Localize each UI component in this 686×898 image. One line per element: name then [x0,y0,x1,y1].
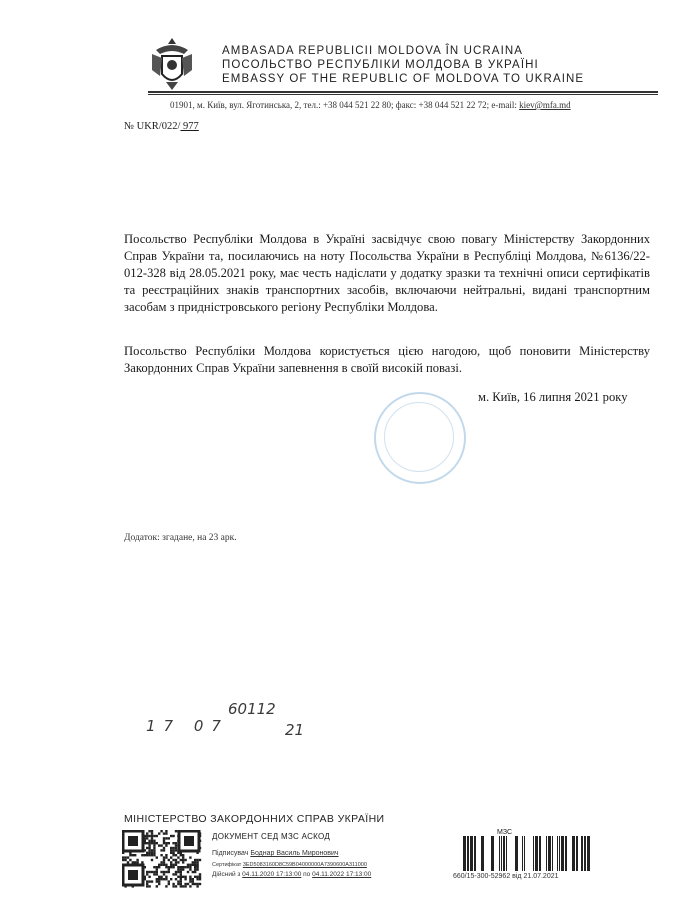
header-rule-thin [148,94,658,95]
barcode-icon [452,836,604,871]
signer-name: Боднар Василь Миронович [250,850,339,857]
cert-label: Сертифікат [212,862,243,868]
handwritten-year: 21 [285,721,305,739]
address-text: 01901, м. Київ, вул. Яготинська, 2, тел.: +38 044 521 22 80; факс: +38 044 521 22 72; e-mail: [170,100,520,110]
note-paragraph-2: Посольство Республіки Молдова користується цією нагодою, щоб поновити Міністерству Закордонних Справ України запевнення в своїй високій повазі. [124,344,650,375]
header-rule [148,91,658,93]
embassy-address [170,100,571,110]
annex-note: Додаток: згадане, на 23 арк. [124,533,237,543]
reference-number [124,121,199,132]
email-link[interactable]: kiev@mfa.md [519,100,571,110]
valid-to: 04.11.2022 17:13:00 [312,871,372,878]
handwritten-number: 60112 [228,700,276,718]
signer-line [212,850,339,857]
signer-label: Підписувач [212,850,251,857]
qr-code-icon [122,830,202,888]
valid-from: 04.11.2020 17:13:00 [242,871,302,878]
ministry-title: МІНІСТЕРСТВО ЗАКОРДОННИХ СПРАВ УКРАЇНИ [124,813,385,825]
handwritten-month: 07 [193,717,229,735]
handwritten-day: 17 [146,717,182,735]
registration-number: 660/15-300-52962 від 21.07.2021 [453,873,559,880]
place-and-date: м. Київ, 16 липня 2021 року [478,390,628,404]
valid-mid: по [301,871,313,878]
receipt-stamp [118,666,328,700]
document-type: ДОКУМЕНТ СЕД МЗС АСКОД [212,832,331,841]
note-paragraph-1: Посольство Республіки Молдова в Україні засвідчує свою повагу Міністерству Закордонних Справ України та, посилаючись на ноту Посольства України в Республіці Молдова, №6136/22-012-328 від 28.05.2021 року, має честь надіслати у додатку зразки та технічні описи сертифікатів та реєстраційних знаків транспортних засобів, включаючи нейтральні, видані транспортним засобам з придністровського регіону Республіки Молдова. [124,232,650,314]
valid-label: Дійсний з [212,871,243,878]
ref-number: 977 [180,121,199,132]
embassy-name-ua: ПОСОЛЬСТВО РЕСПУБЛІКИ МОЛДОВА В УКРАЇНІ [222,59,539,71]
validity-line [212,871,371,878]
mzs-label: МЗС [497,829,513,836]
ref-prefix: № UKR/022/ [124,121,181,132]
cert-value: 3ED5083160D8C59B04000000A7390600A311000 [242,862,367,868]
certificate-line [212,862,367,868]
handwritten-date-day-month [146,717,229,735]
embassy-name-en: EMBASSY OF THE REPUBLIC OF MOLDOVA TO UKRAINE [222,73,585,85]
embassy-seal-inner [384,402,454,472]
moldova-coat-of-arms-icon [148,36,196,92]
embassy-name-ro: AMBASADA REPUBLICII MOLDOVA ÎN UCRAINA [222,45,524,57]
